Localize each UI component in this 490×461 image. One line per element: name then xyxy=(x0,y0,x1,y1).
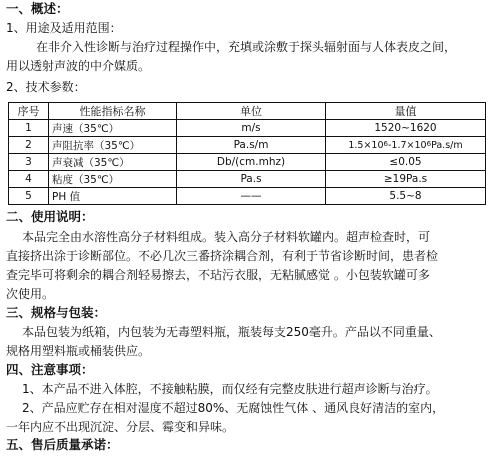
instructions-line-3: 查完毕可将剩余的耦合剂轻易擦去，不玷污衣服，无粘腻感觉 。小包装软罐可多 xyxy=(6,268,430,282)
heading-overview: 一、概述： xyxy=(6,1,69,16)
value-exponent: 6 xyxy=(383,139,388,148)
header-value: 量值 xyxy=(326,103,486,120)
packaging-line-2: 规格用塑料瓶或桶装供应。 xyxy=(6,344,151,358)
table-row xyxy=(9,154,486,171)
precaution-line-3: 一年内应不出现沉淀、分层、霉变和异味。 xyxy=(6,420,235,434)
cell-value: ≥19Pa.s xyxy=(326,171,486,188)
precaution-line-1: 1、本产品不进入体腔，不接触粘膜，而仅经有完整皮肤进行超声诊断与治疗。 xyxy=(22,382,438,396)
cell-unit: —— xyxy=(177,188,326,205)
heading-after-sales: 五、售后质量承诺： xyxy=(6,437,119,452)
packaging-line-1: 本品包装为纸箱，内包装为无毒塑料瓶，瓶装每支250毫升。产品以不同重量、 xyxy=(22,325,441,339)
cell-name: 声速（35℃） xyxy=(49,120,177,137)
subheading-usage: 1、用途及适用范围： xyxy=(6,21,122,35)
cell-value xyxy=(326,137,486,154)
instructions-line-2: 直接挤出涂于诊断部位。不必几次三番挤涂耦合剂，有利于节省诊断时间，患者检 xyxy=(6,249,439,263)
cell-unit: Db/(cm.mhz) xyxy=(177,154,326,171)
value-part: 1.5×10 xyxy=(348,139,384,151)
precaution-line-2: 2、产品应贮存在相对湿度不超过80%、无腐蚀性气体 、通风良好清洁的室内， xyxy=(22,401,445,415)
cell-no: 3 xyxy=(9,154,49,171)
cell-no: 5 xyxy=(9,188,49,205)
instructions-line-1: 本品完全由水溶性高分子材料组成。装入高分子材料软罐内。超声检查时，可 xyxy=(22,230,431,244)
usage-text-line-2: 用以透射声波的中介媒质。 xyxy=(6,59,151,73)
cell-value: 5.5~8 xyxy=(326,188,486,205)
value-part: Pa.s/m xyxy=(431,139,463,151)
subheading-tech-params: 2、技术参数： xyxy=(6,80,86,94)
cell-value: 1520~1620 xyxy=(326,120,486,137)
value-part: -1.7×10 xyxy=(388,139,427,151)
header-unit: 单位 xyxy=(177,103,326,120)
table-row xyxy=(9,171,486,188)
cell-unit: Pa.s/m xyxy=(177,137,326,154)
cell-unit: Pa.s xyxy=(177,171,326,188)
table-row xyxy=(9,188,486,205)
tech-params-table xyxy=(8,102,486,205)
table-row xyxy=(9,120,486,137)
instructions-line-4: 次使用。 xyxy=(6,287,55,301)
cell-no: 2 xyxy=(9,137,49,154)
heading-usage-instructions: 二、使用说明： xyxy=(6,209,94,224)
header-name: 性能指标名称 xyxy=(49,103,177,120)
table-row xyxy=(9,137,486,154)
cell-name: 声阻抗率（35℃） xyxy=(49,137,177,154)
cell-unit: m/s xyxy=(177,120,326,137)
cell-name: 声衰减（35℃） xyxy=(49,154,177,171)
cell-no: 4 xyxy=(9,171,49,188)
usage-text-line-1: 在非介入性诊断与治疗过程操作中，充填或涂敷于探头辐射面与人体表皮之间， xyxy=(36,40,457,54)
cell-name: 粘度（35℃） xyxy=(49,171,177,188)
heading-spec-packaging: 三、规格与包装： xyxy=(6,305,107,320)
value-exponent: 6 xyxy=(426,139,432,148)
heading-precautions: 四、注意事项： xyxy=(6,362,94,377)
table-header-row xyxy=(9,103,486,120)
cell-no: 1 xyxy=(9,120,49,137)
cell-value: ≤0.05 xyxy=(326,154,486,171)
header-no: 序号 xyxy=(9,103,49,120)
cell-name: PH 值 xyxy=(49,188,177,205)
